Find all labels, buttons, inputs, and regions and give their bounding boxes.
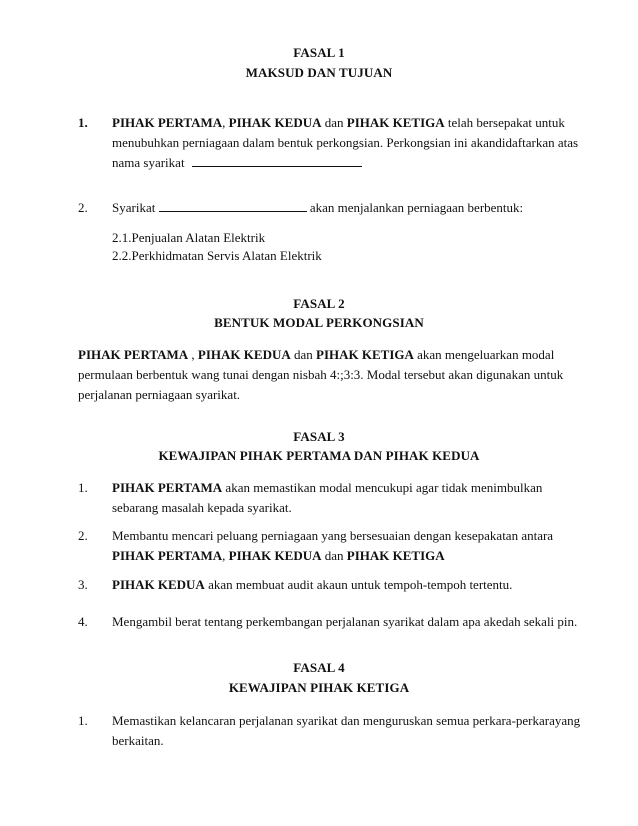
party-name: PIHAK PERTAMA xyxy=(112,548,223,563)
fasal-4-subtitle: KEWAJIPAN PIHAK KETIGA xyxy=(228,680,410,695)
party-name: PIHAK PERTAMA xyxy=(78,347,189,362)
fasal-2-paragraph xyxy=(78,345,590,405)
separator: , xyxy=(188,347,198,362)
separator: dan xyxy=(321,548,347,563)
fasal-3-title: FASAL 3 xyxy=(293,429,345,444)
fasal-2-title: FASAL 2 xyxy=(293,296,345,311)
company-name-blank xyxy=(192,154,362,167)
paragraph-text: akan mengeluarkan modal permulaan berbentuk wang tunai dengan nisbah 4:;3:3. Modal tersebut akan digunakan untuk perjalanan perniagaan syarikat. xyxy=(78,347,564,402)
fasal-1-item-1 xyxy=(112,113,582,173)
party-name: PIHAK KEDUA xyxy=(228,548,322,563)
paragraph-text: Membantu mencari peluang perniagaan yang bersesuaian dengan kesepakatan antara xyxy=(112,528,554,543)
paragraph-text: akan menjalankan perniagaan berbentuk: xyxy=(306,200,524,215)
fasal-2-subtitle: BENTUK MODAL PERKONGSIAN xyxy=(214,315,424,330)
party-name: PIHAK KEDUA xyxy=(228,115,322,130)
paragraph-text: akan membuat audit akaun untuk tempoh-tempoh tertentu. xyxy=(204,577,513,592)
item-number: 1. xyxy=(78,115,88,130)
fasal-3-item-4: Mengambil berat tentang perkembangan perjalanan syarikat dalam apa akedah sekali pin. xyxy=(112,614,578,629)
party-name: PIHAK KETIGA xyxy=(316,347,414,362)
fasal-3-item-2 xyxy=(112,526,582,566)
fasal-4-title: FASAL 4 xyxy=(293,660,345,675)
fasal-1-item-2 xyxy=(112,198,582,218)
sub-item: 2.1.Penjualan Alatan Elektrik xyxy=(112,230,266,245)
paragraph-text: Syarikat xyxy=(112,200,159,215)
separator: , xyxy=(222,548,229,563)
item-number: 3. xyxy=(78,577,88,592)
fasal-1-title: FASAL 1 xyxy=(293,45,345,60)
party-name: PIHAK PERTAMA xyxy=(112,115,223,130)
party-name: PIHAK KEDUA xyxy=(112,577,205,592)
separator: dan xyxy=(290,347,317,362)
item-number: 2. xyxy=(78,528,88,543)
paragraph-text: telah bersepakat untuk menubuhkan perniagaan dalam bentuk perkongsian. Perkongsian ini akandidaftarkan atas nama syarikat xyxy=(112,115,579,170)
fasal-3-item-3 xyxy=(112,575,582,595)
party-name: PIHAK KEDUA xyxy=(197,347,291,362)
sub-item: 2.2.Perkhidmatan Servis Alatan Elektrik xyxy=(112,248,322,263)
party-name: PIHAK KETIGA xyxy=(346,115,445,130)
fasal-3-item-1 xyxy=(112,478,582,518)
item-number: 1. xyxy=(78,713,88,728)
item-number: 4. xyxy=(78,614,88,629)
fasal-4-item-1: Memastikan kelancaran perjalanan syarikat dan menguruskan semua perkara-perkarayang berkaitan. xyxy=(112,713,581,748)
item-number: 2. xyxy=(78,200,88,215)
item-number: 1. xyxy=(78,480,88,495)
separator: , xyxy=(222,115,229,130)
company-name-blank xyxy=(159,199,307,212)
fasal-3-subtitle: KEWAJIPAN PIHAK PERTAMA DAN PIHAK KEDUA xyxy=(158,448,480,463)
party-name: PIHAK KETIGA xyxy=(346,548,445,563)
party-name: PIHAK PERTAMA xyxy=(112,480,223,495)
separator: dan xyxy=(321,115,347,130)
paragraph-text: akan memastikan modal mencukupi agar tidak menimbulkan sebarang masalah kepada syarikat. xyxy=(112,480,543,515)
fasal-1-subtitle: MAKSUD DAN TUJUAN xyxy=(245,65,393,80)
